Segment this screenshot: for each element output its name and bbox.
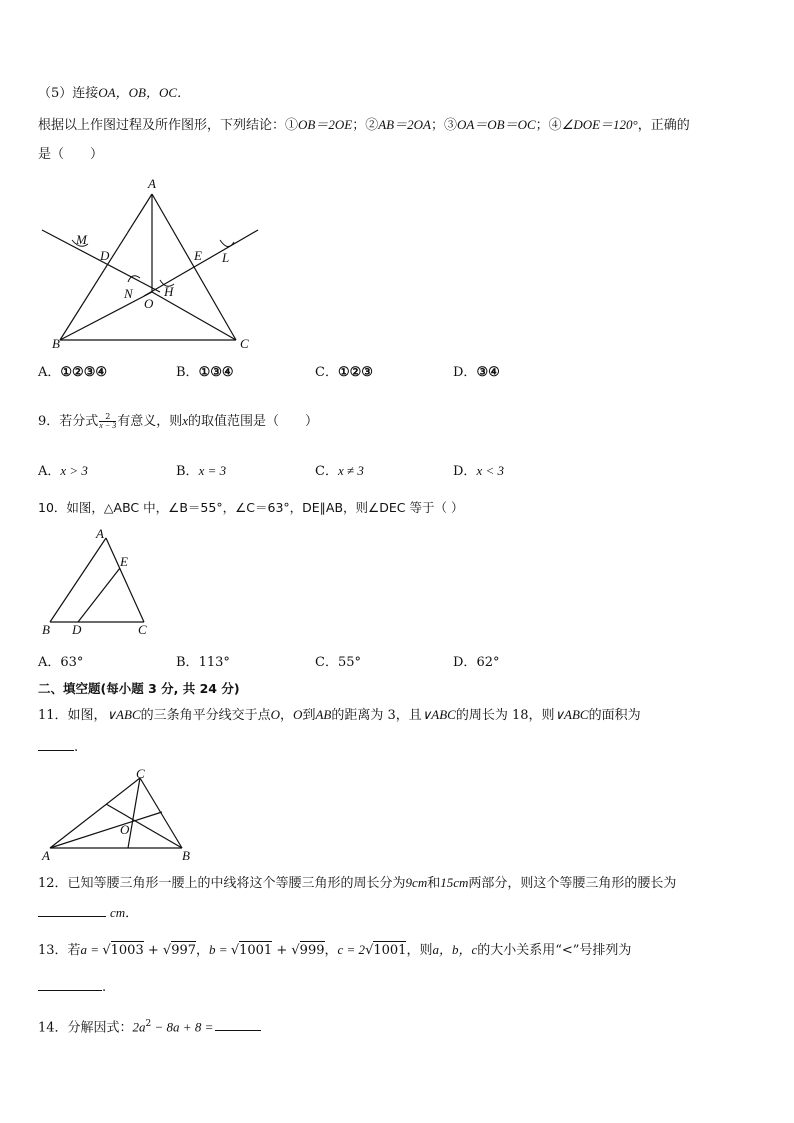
q12-stem — [38, 874, 676, 893]
q9-fraction — [99, 413, 116, 430]
q9-var: x — [182, 413, 189, 428]
q8-option-c-letter: C． — [315, 365, 338, 380]
q10-figure — [38, 526, 168, 642]
q11-label-O: O — [120, 822, 130, 837]
q13-sep2: ， — [324, 943, 338, 958]
q14-answer-blank[interactable] — [215, 1018, 261, 1031]
q8-label-A: A — [148, 176, 156, 191]
q10-label-D: D — [72, 622, 82, 637]
q11-label-A: A — [42, 848, 50, 863]
q13-p1: 13．若 — [38, 943, 81, 958]
q8-option-b-letter: B． — [176, 365, 199, 380]
q11-p1: 11．如图， — [38, 708, 107, 723]
q9-option-b[interactable] — [176, 462, 226, 481]
q11-p2: 的三条角平分线交于点 — [140, 708, 271, 723]
q13-b-r1: 1001 — [239, 943, 273, 958]
q13-p2: ，则 — [406, 943, 433, 958]
q10-label-B: B — [42, 622, 50, 637]
q9-prefix: 9．若分式 — [38, 414, 99, 429]
q8-step5 — [38, 84, 190, 103]
q9-suffix-a: 有意义，则 — [117, 414, 183, 429]
q10-option-c-letter: C． — [315, 655, 338, 670]
q12-end: ． — [125, 906, 139, 921]
q10-option-c-text: 55° — [337, 655, 361, 670]
q8-c3-mark: ；③ — [430, 118, 457, 133]
q8-label-E: E — [194, 248, 202, 263]
q8-tail: ，正确的 — [637, 118, 690, 133]
q8-label-H: H — [164, 284, 174, 299]
q9-option-b-letter: B． — [176, 464, 199, 479]
q10-option-a-letter: A． — [38, 655, 61, 670]
q9-option-c[interactable] — [315, 462, 364, 481]
q8-option-d[interactable] — [453, 364, 500, 382]
q11-p5: 的距离为 3，且 — [331, 708, 422, 723]
q9-option-c-letter: C． — [315, 464, 338, 479]
q9-option-a-text: x > 3 — [60, 463, 88, 478]
q8-option-a-text: ①②③④ — [60, 365, 108, 380]
q8-step5-label: （5）连接 — [38, 86, 99, 101]
q8-c2-text: AB＝2OA — [378, 117, 431, 132]
q13-stem: 13．若a = √1003 + √997，b = √1001 + √999，c = 2√1001，则a，b，c的大小关系用“<”号排列为 — [38, 942, 632, 958]
q8-option-d-letter: D． — [453, 365, 477, 380]
q10-option-a[interactable] — [38, 654, 83, 672]
q13-sep1: ， — [196, 943, 210, 958]
q8-step5-segments: OA，OB，OC． — [98, 85, 190, 100]
q8-tail2: 是（ ） — [38, 147, 104, 162]
q8-c3-text: OA＝OB＝OC — [456, 117, 536, 132]
q11-p3: ， — [280, 708, 294, 723]
q12-v2: 15cm — [440, 875, 469, 890]
q11-label-C: C — [136, 766, 145, 781]
q9-option-b-text: x = 3 — [198, 463, 227, 478]
q8-conclusion-intro: 根据以上作图过程及所作图形，下列结论： — [38, 118, 286, 133]
q9-frac-den: x − 3 — [99, 421, 117, 430]
q8-label-C: C — [240, 336, 249, 351]
q13-a-r1: 1003 — [110, 943, 144, 958]
q9-option-d-letter: D． — [453, 464, 477, 479]
q10-option-d[interactable] — [453, 654, 499, 672]
q8-option-c[interactable] — [315, 364, 373, 382]
q9-option-a[interactable] — [38, 462, 88, 481]
q9-frac-num: 2 — [99, 413, 116, 422]
q11-p7: 的面积为 — [588, 708, 641, 723]
q13-answer-line — [38, 978, 106, 997]
q10-option-d-text: 62° — [476, 655, 500, 670]
q10-stem: 10．如图，△ABC 中，∠B＝55°，∠C＝63°，DE∥AB，则∠DEC 等于（ ） — [38, 500, 464, 515]
q10-option-d-letter: D． — [453, 655, 477, 670]
q10-label-A: A — [96, 526, 104, 541]
q9-option-a-letter: A． — [38, 464, 61, 479]
q11-end: . — [74, 740, 79, 755]
q13-a-r2: 997 — [171, 943, 197, 958]
q13-c-def: c = 2 — [337, 942, 366, 957]
q14-expr-b: − 8a + 8 = — [151, 1019, 214, 1035]
q13-a-def: a = — [80, 942, 103, 957]
q10-option-c[interactable] — [315, 654, 361, 672]
q9-suffix-b: 的取值范围是（ ） — [188, 414, 319, 429]
q11-figure — [36, 764, 206, 864]
q9-option-d[interactable] — [453, 462, 504, 481]
q8-conclusions — [38, 116, 690, 135]
q11-o2: O — [293, 707, 303, 722]
q9-stem — [38, 410, 318, 433]
q13-end: . — [102, 980, 107, 995]
q8-option-a-letter: A． — [38, 365, 61, 380]
q12-p3: 两部分，则这个等腰三角形的腰长为 — [468, 876, 677, 891]
q13-answer-blank[interactable] — [38, 978, 102, 991]
q13-b-plus: + — [272, 943, 292, 958]
q10-label-C: C — [138, 622, 147, 637]
q13-b-r2: 999 — [299, 943, 325, 958]
q12-answer-line — [38, 904, 138, 923]
q13-vars: a，b，c — [432, 942, 478, 957]
q11-stem — [38, 706, 641, 725]
q10-label-E: E — [120, 554, 128, 569]
q8-figure — [36, 172, 266, 352]
q13-p3: 的大小关系用“<”号排列为 — [477, 943, 632, 958]
q8-label-O: O — [144, 296, 154, 311]
q8-label-B: B — [52, 336, 60, 351]
q11-tri2: ∨ABC — [421, 707, 456, 722]
q11-o1: O — [270, 707, 281, 722]
q11-p4: 到 — [302, 708, 316, 723]
q8-c2-mark: ；② — [352, 118, 379, 133]
q14-stem — [38, 1014, 261, 1038]
q11-tri1: ∨ABC — [106, 707, 141, 722]
q13-b-def: b = — [209, 942, 231, 957]
q11-p6: 的周长为 18，则 — [455, 708, 555, 723]
q11-ab: AB — [315, 707, 332, 722]
q8-c4-mark: ；④ — [535, 118, 562, 133]
q8-label-M: M — [76, 232, 87, 247]
q10-option-b-text: 113° — [198, 655, 230, 670]
q12-v1: 9cm — [405, 875, 428, 890]
q12-p2: 和 — [427, 876, 441, 891]
q8-option-a[interactable] — [38, 364, 107, 382]
q8-label-D: D — [100, 248, 110, 263]
q10-option-a-text: 63° — [60, 655, 84, 670]
q12-unit: cm — [110, 905, 126, 920]
q8-label-N: N — [124, 286, 133, 301]
q11-tri3: ∨ABC — [554, 707, 589, 722]
q8-option-b[interactable] — [176, 364, 234, 382]
q14-p1: 14．分解因式： — [38, 1020, 133, 1036]
q14-exponent: 2 — [145, 1019, 152, 1029]
q8-option-d-text: ③④ — [476, 365, 500, 380]
q8-c1-text: OB＝2OE — [298, 117, 353, 132]
q11-answer-line — [38, 738, 78, 757]
q11-label-B: B — [182, 848, 190, 863]
q13-c-r1: 1001 — [373, 943, 407, 958]
q12-p1: 12．已知等腰三角形一腰上的中线将这个等腰三角形的周长分为 — [38, 876, 406, 891]
q10-option-b[interactable] — [176, 654, 230, 672]
q8-c4-text: ∠DOE＝120° — [561, 117, 638, 132]
q11-answer-blank[interactable] — [38, 738, 74, 751]
q8-label-L: L — [222, 250, 230, 265]
q8-option-b-text: ①③④ — [198, 365, 234, 380]
q10-option-b-letter: B． — [176, 655, 199, 670]
q8-c1-mark: ① — [285, 118, 299, 133]
q9-option-d-text: x < 3 — [476, 463, 504, 478]
q9-option-c-text: x ≠ 3 — [337, 463, 364, 478]
q14-expr-a: 2a — [132, 1019, 146, 1035]
q13-a-plus: + — [143, 943, 163, 958]
section2-heading: 二、填空题(每小题 3 分, 共 24 分) — [38, 681, 240, 696]
q12-answer-blank[interactable] — [38, 904, 106, 917]
q8-option-c-text: ①②③ — [337, 365, 373, 380]
